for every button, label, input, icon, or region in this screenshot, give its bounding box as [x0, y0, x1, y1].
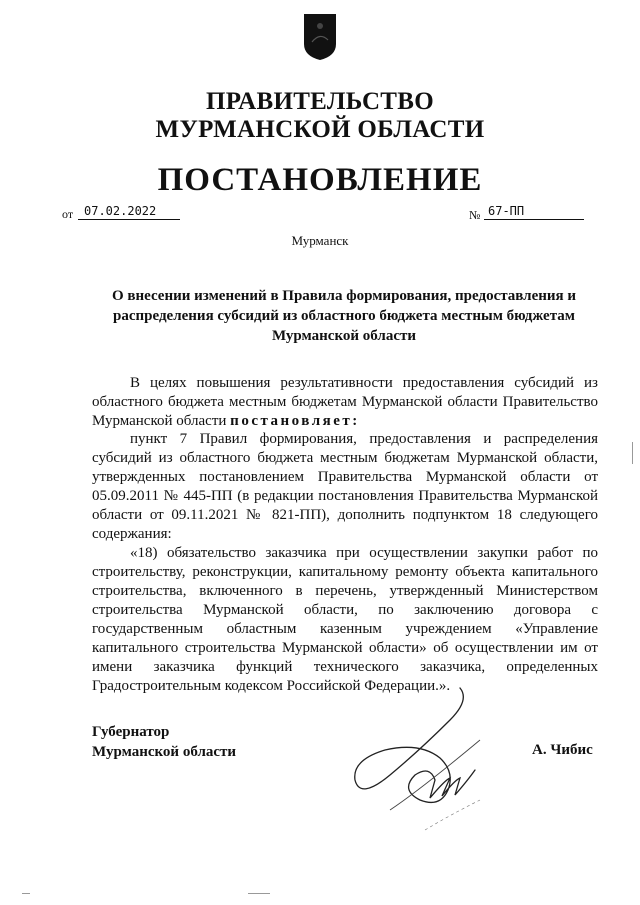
signatory-name: А. Чибис: [532, 742, 593, 758]
city: Мурманск: [291, 233, 349, 248]
document-subject: О внесении изменений в Правила формирования, предоставления и распределения субсидий из областного бюджета местным бюджетам Мурманской области: [111, 288, 577, 344]
signatory-title-line1: Губернатор: [92, 724, 170, 740]
number-label: №: [469, 208, 481, 222]
footer-mark-center: [248, 893, 270, 894]
preamble-text: В целях повышения результативности предоставления субсидий из областного бюджета местным бюджетам Мурманской области Правительство Мурманской области: [92, 375, 598, 429]
date-label: от: [62, 207, 74, 221]
government-title-line2: МУРМАНСКОЙ ОБЛАСТИ: [155, 116, 485, 143]
number-value: 67-ПП: [484, 203, 584, 220]
government-title-line1: ПРАВИТЕЛЬСТВО: [206, 88, 434, 115]
signatory-title: [92, 722, 236, 762]
margin-mark: [632, 442, 633, 464]
footer-mark-left: [22, 893, 30, 894]
signatory-title-line2: Мурманской области: [92, 744, 237, 760]
date-value: 07.02.2022: [78, 203, 180, 220]
paragraph-new-subclause: «18) обязательство заказчика при осуществлении закупки работ по строительству, реконструкции, капитальному ремонту объекта капитального строительства, включенного в перечень, утвержденный Министерством строительства Мурманской области, по заключению договора с государственным областным казенным учреждением «Управление капитального строительства Мурманской области» об осуществлении им от имени заказчика функций технического заказчика, определенных Градостроительным кодексом Российской Федерации.».: [92, 545, 598, 694]
preamble-emphasis: постановляет:: [230, 413, 360, 429]
paragraph-preamble: [92, 374, 598, 431]
document-type: ПОСТАНОВЛЕНИЕ: [157, 162, 483, 198]
signature-icon: [330, 680, 500, 850]
coat-of-arms-icon: [302, 12, 338, 62]
paragraph-amendment: пункт 7 Правил формирования, предоставления и распределения субсидий из областного бюджета местным бюджетам Мурманской области, утвержденных постановлением Правительства Мурманской области от 05.09.2011 № 445-ПП (в редакции постановления Правительства Мурманской области от 09.11.2021 № 821-ПП), дополнить подпунктом 18 следующего содержания:: [92, 431, 598, 542]
